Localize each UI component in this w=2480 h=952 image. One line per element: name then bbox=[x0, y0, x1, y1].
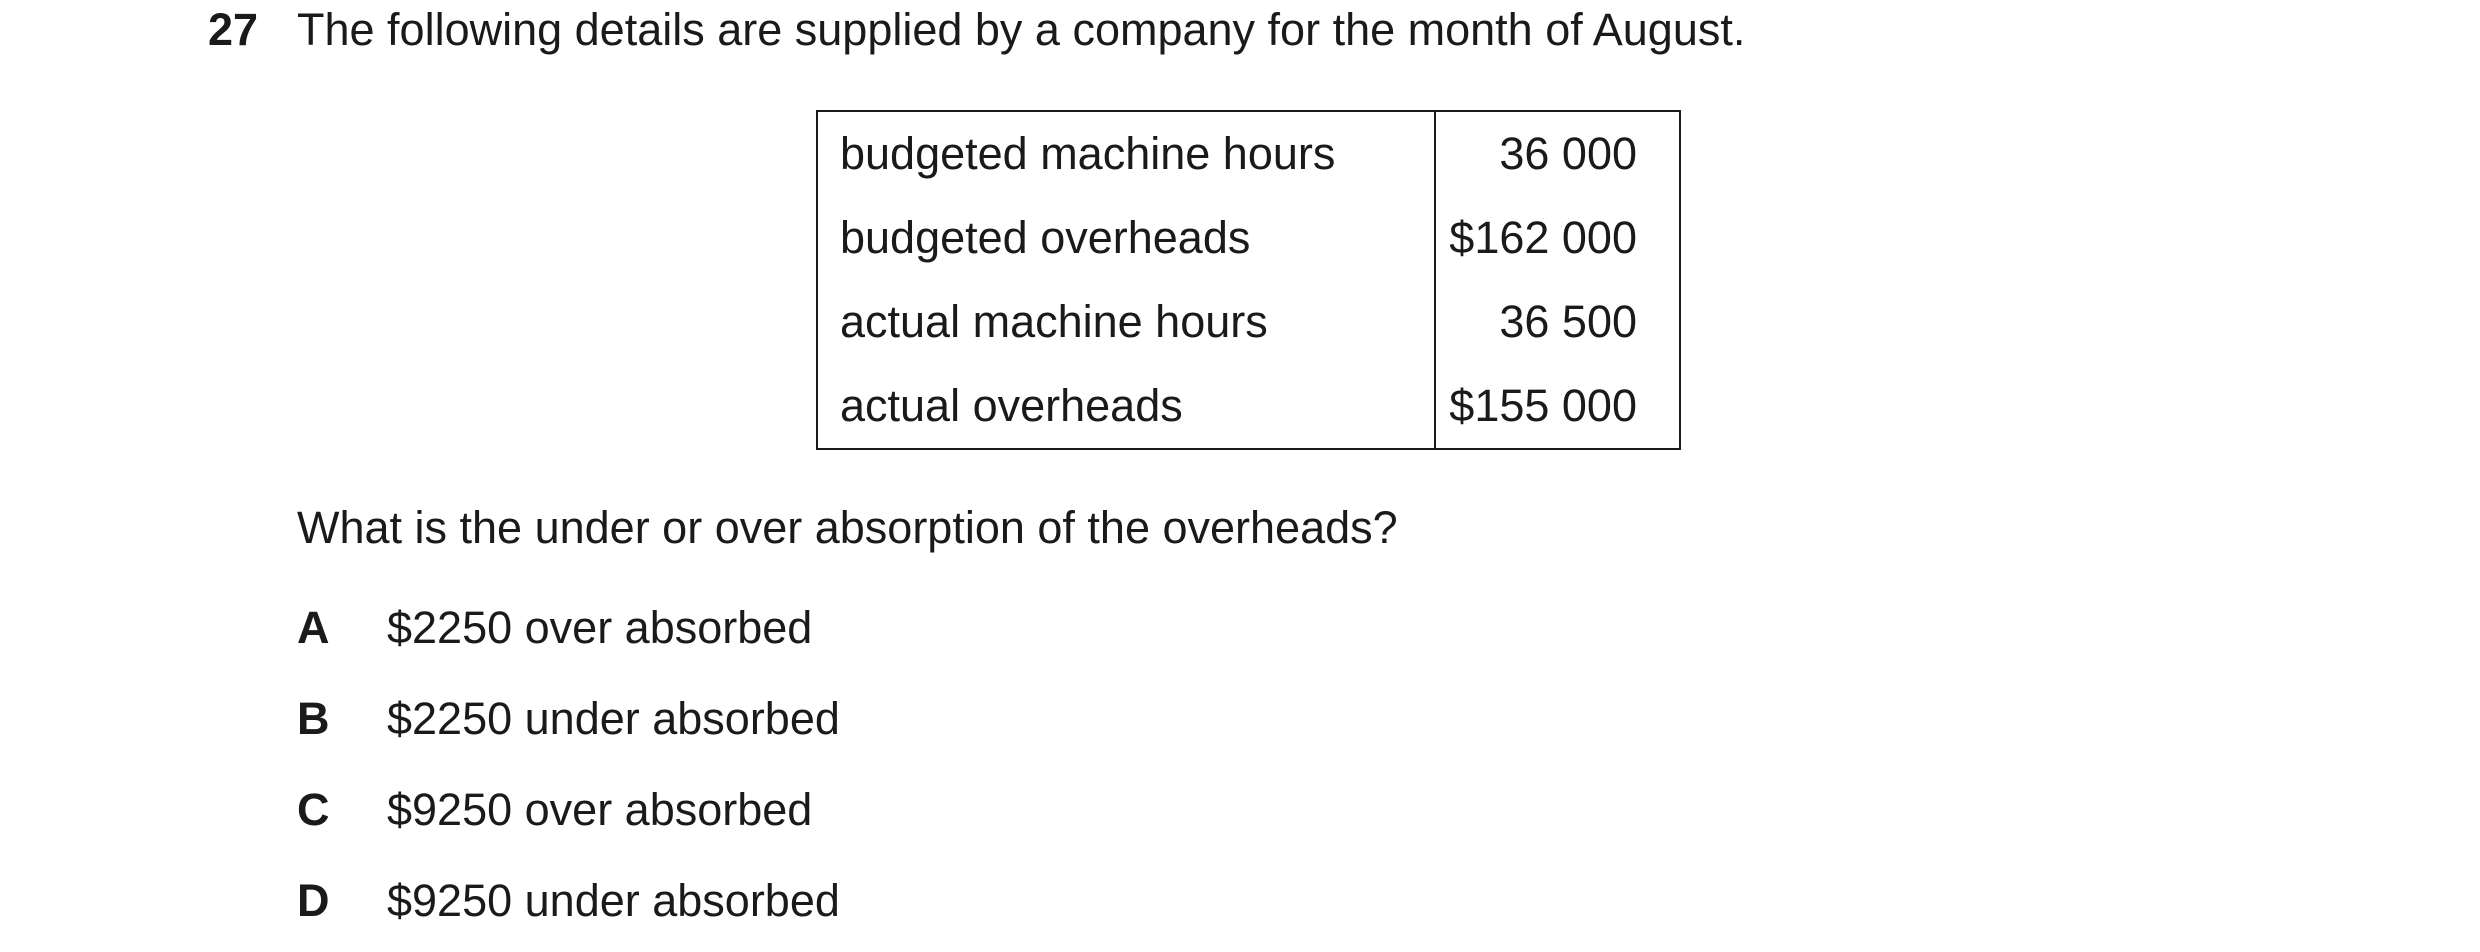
table-row bbox=[817, 364, 1680, 449]
option-letter: D bbox=[297, 875, 330, 926]
details-table bbox=[816, 110, 1681, 450]
option-letter: B bbox=[297, 693, 330, 744]
option-text: $9250 over absorbed bbox=[387, 784, 813, 835]
row-label: budgeted overheads bbox=[817, 196, 1435, 280]
table-row bbox=[817, 196, 1680, 280]
question-stem: The following details are supplied by a company for the month of August. bbox=[297, 4, 1746, 55]
option-letter: A bbox=[297, 602, 330, 653]
row-value: 36 500 bbox=[1499, 296, 1637, 347]
row-label: budgeted machine hours bbox=[817, 111, 1435, 196]
table-row bbox=[817, 280, 1680, 364]
row-label: actual overheads bbox=[817, 364, 1435, 449]
row-value: $162 000 bbox=[1449, 212, 1637, 263]
row-value: 36 000 bbox=[1499, 128, 1637, 179]
option-text: $2250 over absorbed bbox=[387, 602, 813, 653]
row-value: $155 000 bbox=[1449, 380, 1637, 431]
question-number: 27 bbox=[208, 4, 259, 55]
option-text: $2250 under absorbed bbox=[387, 693, 840, 744]
table-row bbox=[817, 111, 1680, 196]
option-text: $9250 under absorbed bbox=[387, 875, 840, 926]
question-prompt: What is the under or over absorption of the overheads? bbox=[297, 502, 1398, 553]
row-label: actual machine hours bbox=[817, 280, 1435, 364]
option-letter: C bbox=[297, 784, 330, 835]
